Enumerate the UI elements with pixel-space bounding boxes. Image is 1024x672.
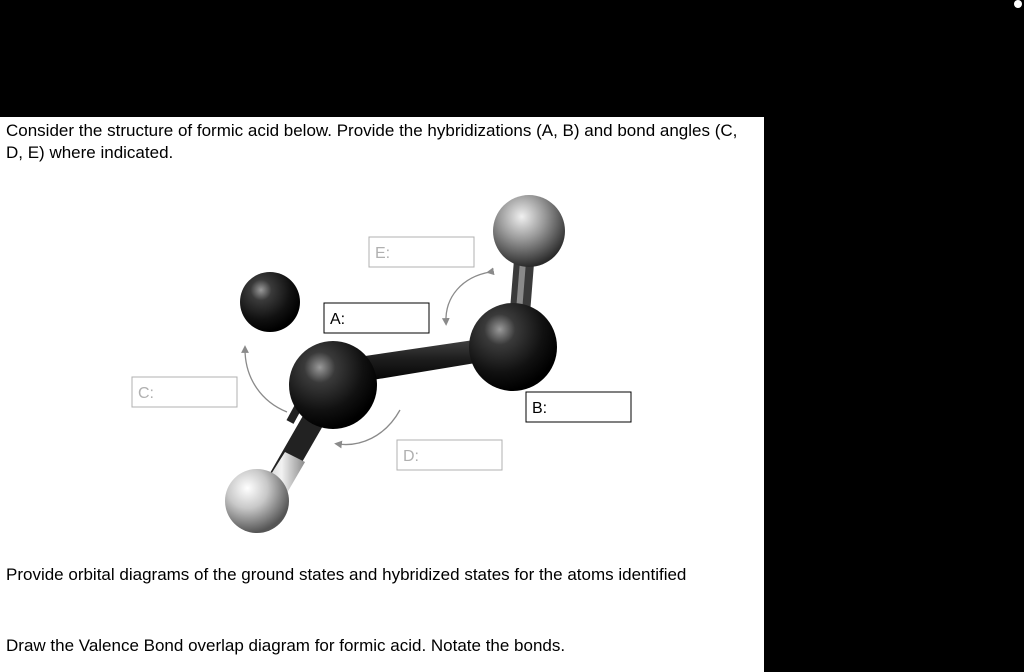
label-b-text: B: xyxy=(532,400,548,417)
label-box-e[interactable] xyxy=(369,237,474,267)
label-d-text: D: xyxy=(403,448,419,465)
label-box-d[interactable] xyxy=(397,440,502,470)
carbon-atom xyxy=(289,341,377,429)
label-box-b[interactable] xyxy=(526,392,631,422)
label-e-text: E: xyxy=(375,245,391,262)
carbon-hydrogen-atom xyxy=(225,469,289,533)
label-box-a[interactable] xyxy=(324,303,429,333)
hydroxyl-hydrogen-atom xyxy=(493,195,565,267)
cursor-dot xyxy=(1014,0,1022,8)
hydroxyl-oxygen-atom xyxy=(469,303,557,391)
valence-bond-prompt: Draw the Valence Bond overlap diagram for formic acid. Notate the bonds. xyxy=(6,636,566,655)
orbital-diagram-prompt: Provide orbital diagrams of the ground states and hybridized states for the atoms identified xyxy=(6,565,687,584)
carbonyl-oxygen-atom xyxy=(240,272,300,332)
angle-c-arrow xyxy=(245,349,287,412)
document-page xyxy=(0,117,764,672)
formic-acid-figure xyxy=(0,117,764,672)
label-box-c[interactable] xyxy=(132,377,237,407)
label-a-text: A: xyxy=(330,311,346,328)
question-intro: Consider the structure of formic acid below. Provide the hybridizations (A, B) and bond angles (C, D, E) where indicated. xyxy=(6,121,743,162)
label-c-text: C: xyxy=(138,385,154,402)
